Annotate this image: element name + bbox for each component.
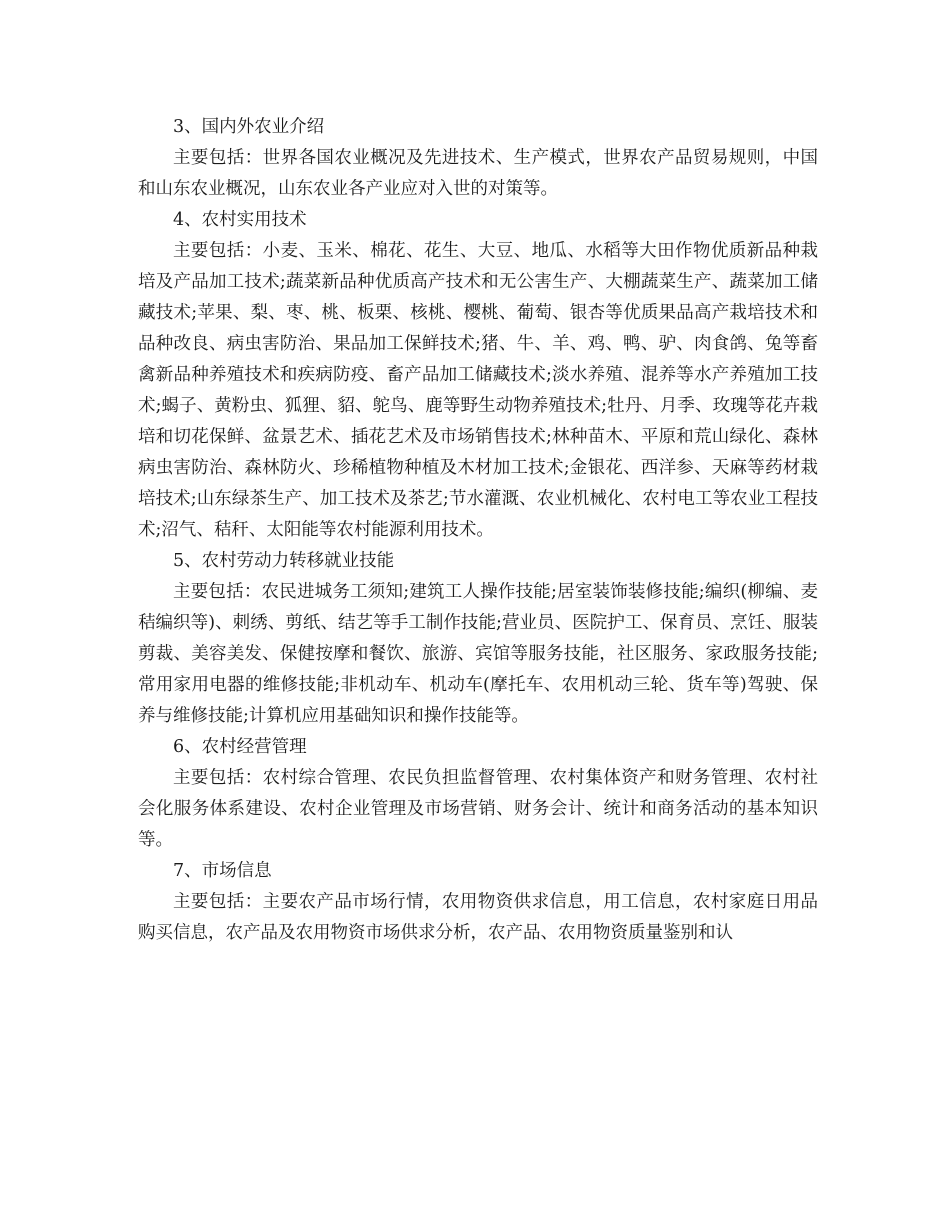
section-heading: 5、农村劳动力转移就业技能 [173,551,395,571]
section-paragraph: 主要包括：世界各国农业概况及先进技术、生产模式，世界农产品贸易规则，中国和山东农业概况，山东农业各产业应对入世的对策等。 [138,148,818,199]
section-heading: 7、市场信息 [173,861,272,881]
section-paragraph: 主要包括：农村综合管理、农民负担监督管理、农村集体资产和财务管理、农村社会化服务体系建设、农村企业管理及市场营销、财务会计、统计和商务活动的基本知识等。 [138,768,818,850]
section-heading: 3、国内外农业介绍 [173,117,325,137]
document-body [138,112,818,949]
section-paragraph: 主要包括：农民进城务工须知;建筑工人操作技能;居室装饰装修技能;编织(柳编、麦秸编织等)、刺绣、剪纸、结艺等手工制作技能;营业员、医院护工、保育员、烹饪、服装剪裁、美容美发、保健按摩和餐饮、旅游、宾馆等服务技能，社区服务、家政服务技能;常用家用电器的维修技能;非机动车、机动车(摩托车、农用机动三轮、货车等)驾驶、保养与维修技能;计算机应用基础知识和操作技能等。 [138,582,818,726]
section-paragraph: 主要包括：小麦、玉米、棉花、花生、大豆、地瓜、水稻等大田作物优质新品种栽培及产品加工技术;蔬菜新品种优质高产技术和无公害生产、大棚蔬菜生产、蔬菜加工储藏技术;苹果、梨、枣、桃、板栗、核桃、樱桃、葡萄、银杏等优质果品高产栽培技术和品种改良、病虫害防治、果品加工保鲜技术;猪、牛、羊、鸡、鸭、驴、肉食鸽、兔等畜禽新品种养殖技术和疾病防疫、畜产品加工储藏技术;淡水养殖、混养等水产养殖加工技术;蝎子、黄粉虫、狐狸、貂、鸵鸟、鹿等野生动物养殖技术;牡丹、月季、玫瑰等花卉栽培和切花保鲜、盆景艺术、插花艺术及市场销售技术;林种苗木、平原和荒山绿化、森林病虫害防治、森林防火、珍稀植物种植及木材加工技术;金银花、西洋参、天麻等药材栽培技术;山东绿茶生产、加工技术及茶艺;节水灌溉、农业机械化、农村电工等农业工程技术;沼气、秸秆、太阳能等农村能源利用技术。 [138,241,818,540]
section-heading: 4、农村实用技术 [173,210,307,230]
section-heading: 6、农村经营管理 [173,737,307,757]
section-paragraph: 主要包括：主要农产品市场行情，农用物资供求信息，用工信息，农村家庭日用品购买信息，农产品及农用物资市场供求分析，农产品、农用物资质量鉴别和认 [138,892,818,943]
